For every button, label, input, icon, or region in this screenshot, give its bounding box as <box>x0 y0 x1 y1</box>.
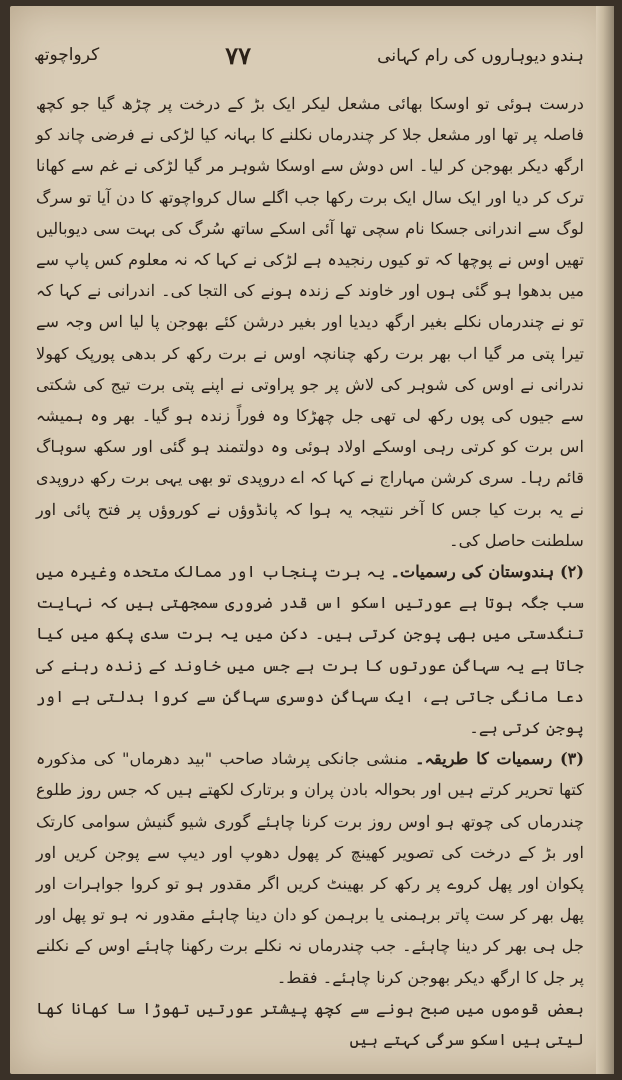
page-number: ۷۷ <box>225 40 252 70</box>
section-title: کرواچوتھ <box>34 45 100 65</box>
paragraph-method <box>36 743 584 993</box>
section-heading: (۲) ہندوستان کی رسمیات۔ <box>390 562 584 582</box>
paragraph-text: یہ برت پنجاب اور ممالک متحدہ وغیرہ میں سب جگہ ہوتا ہے عورتیں اسکو اس قدر ضروری سمجھتی ہیں کہ نہایت تنگدستی میں بھی پوجن کرتی ہیں۔ دکن میں یہ برت سدی پکھ میں کیا جاتا ہے یہ سہاگن عورتوں کا برت ہے جس میں خاوند کے زندہ رہنے کی دعا مانگی جاتی ہے، ایک سہاگن دوسری سہاگن سے کروا بدلتی ہے اور پوجن کرتی ہے۔ <box>36 562 584 738</box>
page-binding-shadow <box>596 6 614 1074</box>
page-header <box>34 30 584 80</box>
paragraph-sargi <box>36 993 584 1055</box>
running-title: ہندو دیوہاروں کی رام کہانی <box>377 45 584 66</box>
page-body <box>36 88 584 1058</box>
paragraph-story <box>36 88 584 556</box>
section-heading: (۳) رسمیات کا طریقہ۔ <box>415 749 584 769</box>
paragraph-text: بعض قوموں میں صبح ہونے سے کچھ پیشتر عورتیں تھوڑا سا کھانا کھا لیتی ہیں اسکو سرگی کہتے ہیں <box>36 998 584 1050</box>
paragraph-customs <box>36 556 584 743</box>
paragraph-text: درست ہوئی تو اوسکا بھائی مشعل لیکر ایک بڑ کے درخت پر چڑھ گیا جو کچھ فاصلہ پر تھا اور مشعل جلا کر چندرماں نکلنے کا بہانہ کیا لڑکی نے فرضی چاند کو ارگھ دیکر بھوجن کر لیا۔ اس دوش سے اوسکا شوہر مر گیا لڑکی نے غم سے کھانا ترک کر دیا اور ایک سال ایک برت رکھا جب اگلے سال کرواچوتھ کا دن آیا تو سرگ لوگ سے اندرانی جسکا نام سچی تھا آئی اسکے ساتھ سُرگ کی بہت سی دیوبالیں تھیں اوس نے پوچھا کہ تو کیوں رنجیدہ ہے لڑکی نے کہا کہ نہ معلوم کس پاپ سے میں بدھوا ہو گئی ہوں اور خاوند کے زندہ ہونے کی التجا کی۔ اندرانی نے کہا کہ تو نے چندرماں نکلے بغیر ارگھ دیدیا اور بغیر درشن کئے بھوجن پا لیا اس وجہ سے تیرا پتی مر گیا اب بھر برت رکھ چنانچہ اوس نے برت رکھ کر بدھی پورپک کھولا ندرانی نے اوس کی شوہر کی لاش پر جو پراوتی نے اپنے پتی برت تیج کی شکتی سے جیوں کی پوں رکھ لی تھی جل چھڑکا وہ فوراً زندہ ہو گیا۔ بھر وہ ہمیشہ اس برت کو کرتی رہی اوسکے اولاد ہوئی وہ دولتمند ہو گئی اور سکھ سوہاگ قائم رہا۔ سری کرشن مہاراج نے کہا کہ اے دروپدی تو بھی یہی برت رکھ دروپدی نے یہ برت کیا جس کا آخر نتیجہ یہ ہوا کہ پانڈوؤں نے کوروؤں پر فتح پائی اور سلطنت حاصل کی۔ <box>36 94 584 550</box>
paragraph-text: منشی جانکی پرشاد صاحب "بید دھرماں" کی مذکورہ کتھا تحریر کرتے ہیں اور بحوالہ بادن پران و برتارک لکھتے ہیں کہ جس روز طلوع چندرماں کی چوتھ ہو اوس روز برت کرنا چاہئے گوری شیو گنیش سوامی کارتک اور بڑ کے درخت کی تصویر کھینچ کر پھول دھوپ اور دیپ سے پوجن کریں اور پکوان اور پھل کروے پر رکھ کر بھینٹ کریں اگر مقدور ہو تو کروا جواہرات اور پھل بھر کر ست پاتر برہمنی یا برہمن کو دان دینا چاہئے مقدور نہ ہو تو پھل اور جل ہی بھر کر دینا چاہئے۔ جب چندرماں نہ نکلے برت رکھنا چاہئے اوس کے نکلنے پر جل کا ارگھ دیکر بھوجن کرنا چاہئے۔ فقط۔ <box>36 749 584 987</box>
book-page <box>10 6 614 1074</box>
